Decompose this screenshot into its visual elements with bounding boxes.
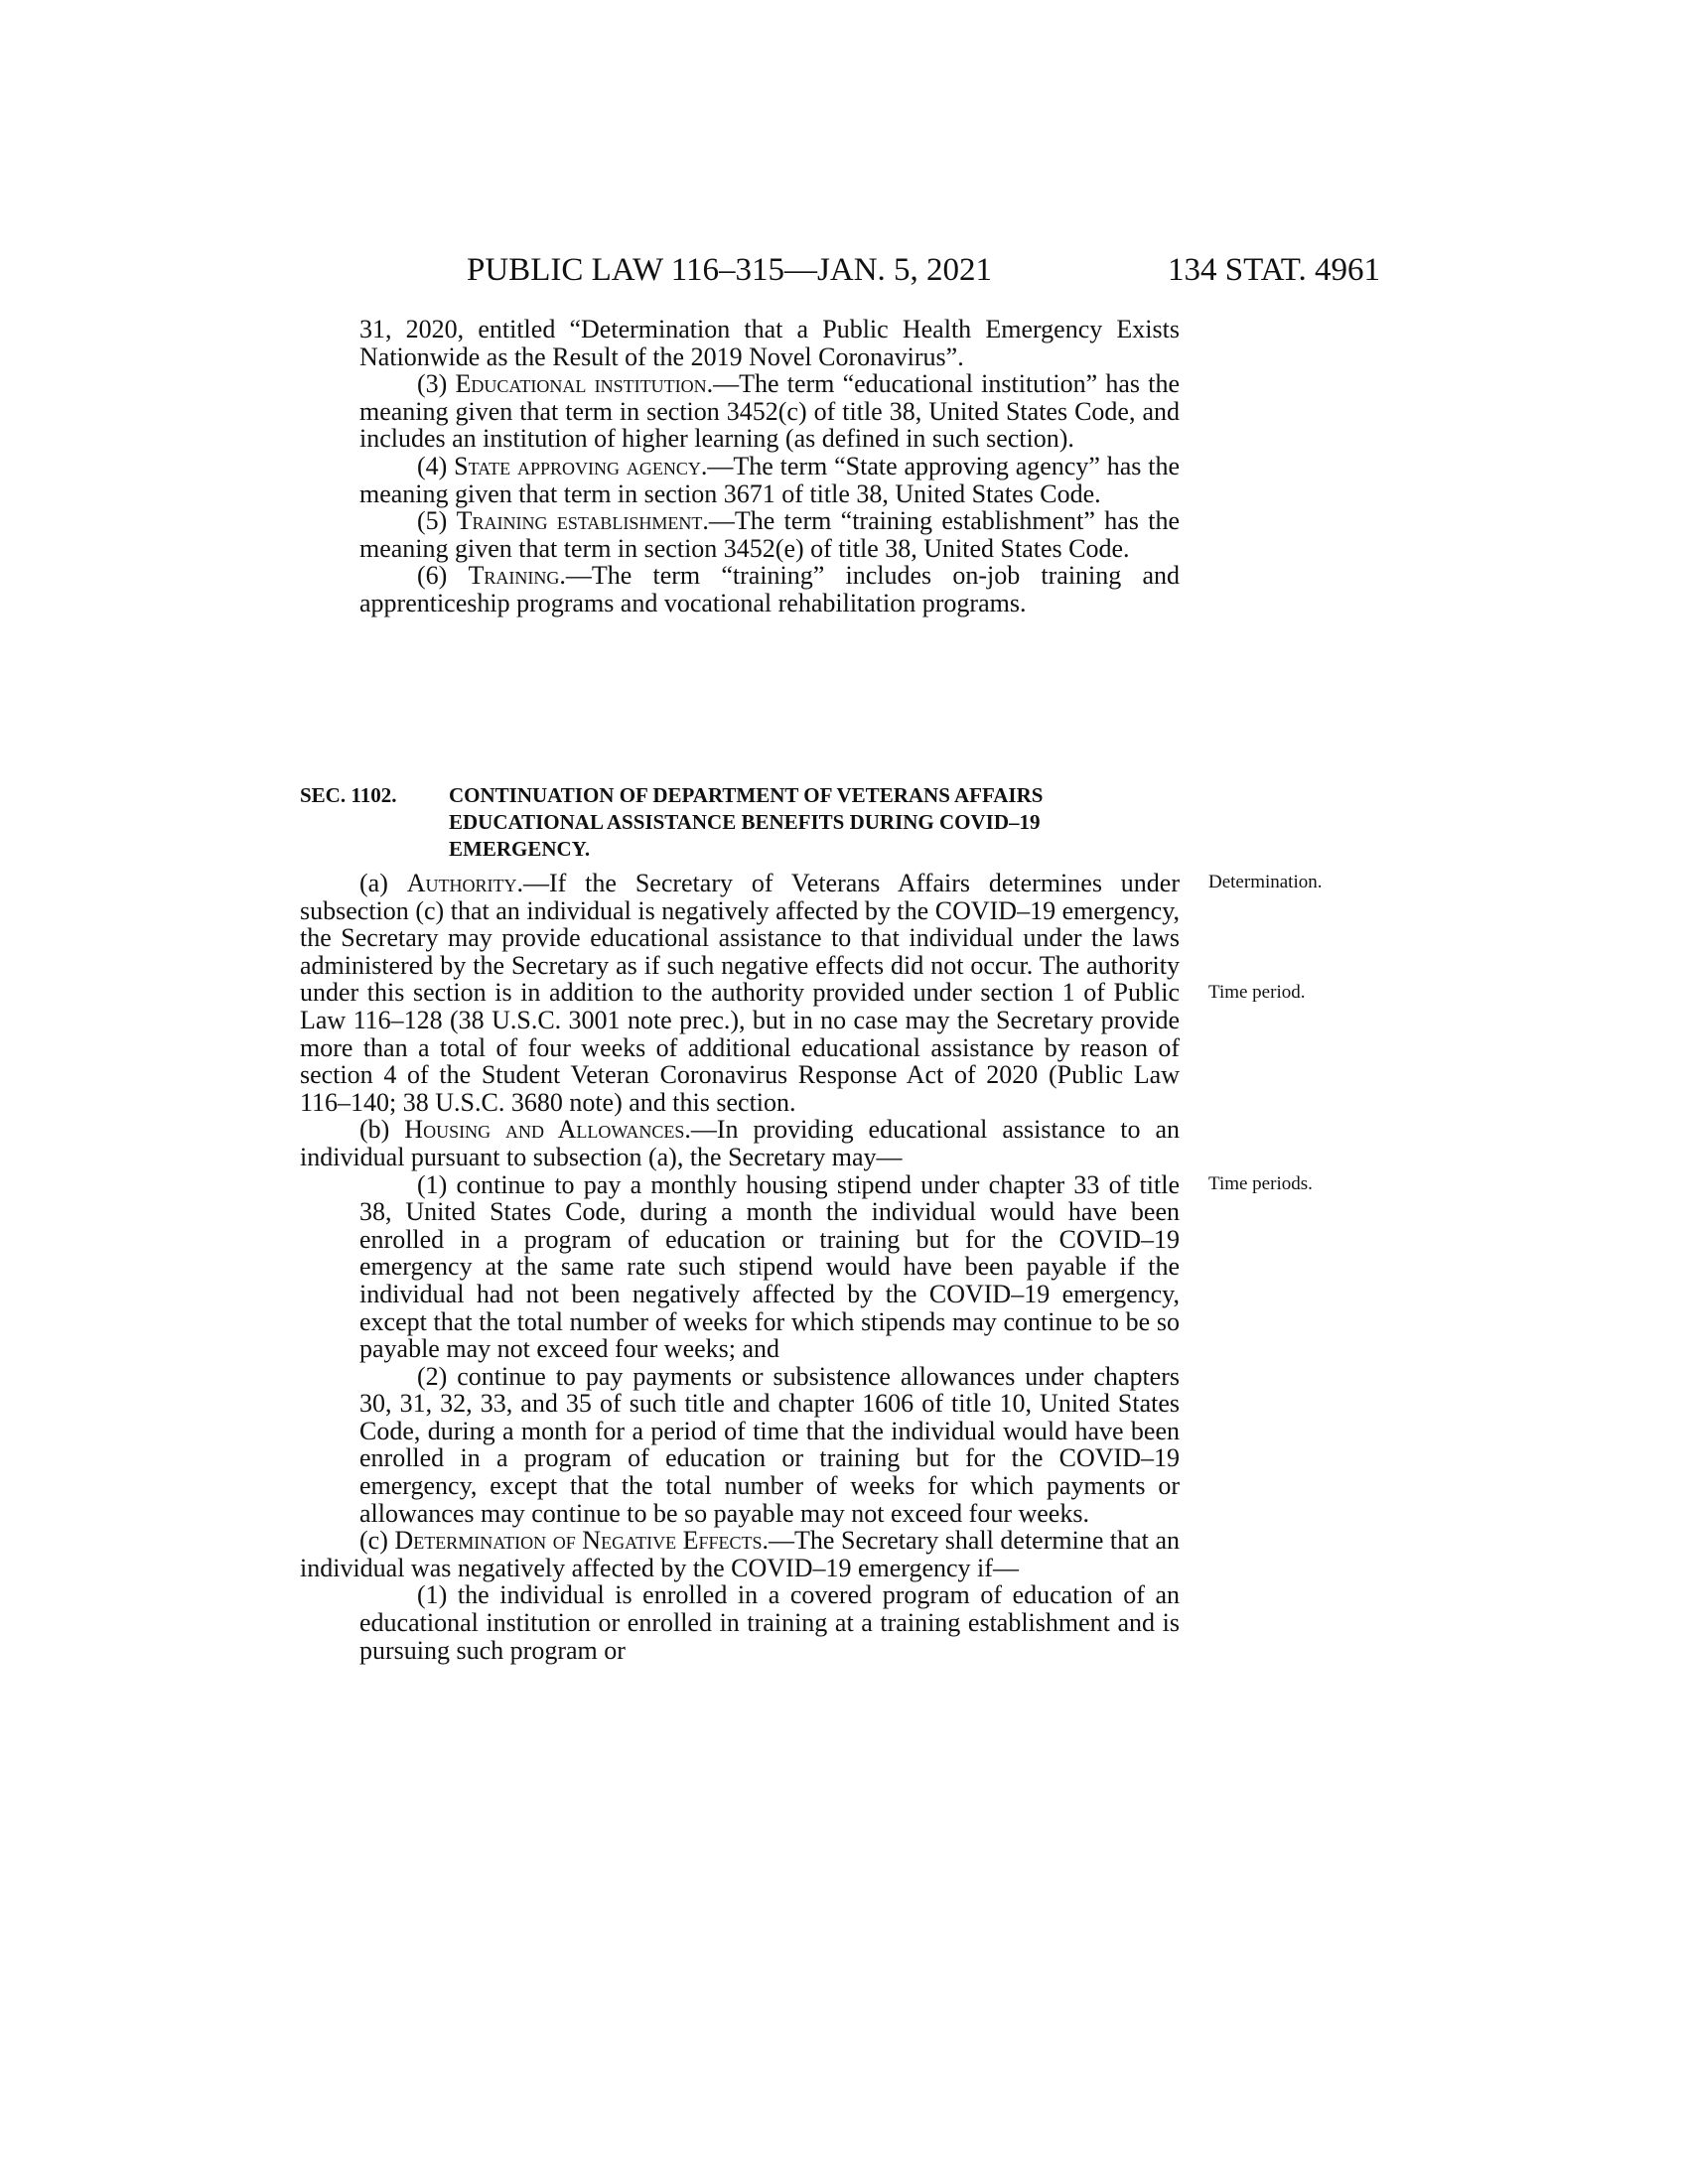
definition-body: —The term “training establishment” has the meaning given that term in section 3452(e) of title 38, United States Code. [359, 506, 1180, 563]
definition-number: (5) [417, 506, 457, 536]
definition-body: —The term “educational institution” has the meaning given that term in section 3452(c) of title 38, United States Code, and includes an institution of higher learning (as defined in such section). [359, 369, 1180, 454]
margin-note-time-period: Time period. [1208, 982, 1306, 1003]
subsection-heading: Determination of Negative Effects. [394, 1526, 770, 1556]
subsection-b [300, 1116, 1180, 1170]
definition-number: (6) [417, 561, 469, 591]
definition-heading: Training establishment. [456, 506, 709, 536]
definition-item-4 [300, 453, 1180, 507]
subsection-heading: Housing and Allowances. [404, 1115, 691, 1145]
definition-body: —The term “State approving agency” has the meaning given that term in section 3671 of title 38, United States Code. [359, 451, 1180, 508]
definition-heading: State approving agency. [454, 451, 708, 480]
margin-note-determination: Determination. [1208, 872, 1323, 892]
section-body [300, 870, 1180, 1664]
subsection-body: —In providing educational assistance to an individual pursuant to subsection (a), the Secretary may— [300, 1115, 1180, 1171]
subsection-label: (a) [359, 869, 407, 897]
definition-item-3 [300, 370, 1180, 453]
definition-item-5 [300, 507, 1180, 562]
subsection-label: (c) [359, 1526, 395, 1556]
header-title: PUBLIC LAW 116–315—JAN. 5, 2021 [467, 252, 993, 288]
definition-number: (3) [417, 369, 456, 399]
paragraph-b-1: (1) continue to pay a monthly housing stipend under chapter 33 of title 38, United States Code, during a month the individual would have been enrolled in a program of education or training but for the COVID–19 emergency at the same rate such stipend would have been payable if the individual had not been negatively affected by the COVID–19 emergency, except that the total number of weeks for which stipends may continue to be so payable may not exceed four weeks; and [359, 1169, 1180, 1364]
subsection-body: —The Secretary shall determine that an individual was negatively affected by the COVID–19 emergency if— [300, 1526, 1181, 1582]
subsection-label: (b) [359, 1115, 405, 1145]
subsection-heading: Authority. [406, 869, 523, 897]
definition-item-6 [300, 562, 1180, 616]
definition-heading: Training. [468, 561, 566, 591]
definition-number: (4) [417, 451, 455, 480]
paragraph-c-1: (1) the individual is enrolled in a covered program of education of an educational institution or enrolled in training at a training establishment and is pursuing such program or [359, 1580, 1180, 1665]
statute-page-number: 134 STAT. 4961 [1167, 252, 1380, 288]
section-title: CONTINUATION OF DEPARTMENT OF VETERANS AFFAIRS EDUCATIONAL ASSISTANCE BENEFITS DURING COVID–19 EMERGENCY. [449, 783, 1044, 861]
subsection-a [300, 870, 1180, 1116]
subsection-c [300, 1527, 1180, 1581]
section-number: SEC. 1102. [300, 783, 397, 807]
running-header [467, 250, 1380, 290]
paragraph-b-2: (2) continue to pay payments or subsistence allowances under chapters 30, 31, 32, 33, and 35 of such title and chapter 1606 of title 10, United States Code, during a month for a period of time that the individual would have been enrolled in a program of education or training but for the COVID–19 emergency, except that the total number of weeks for which payments or allowances may continue to be so payable may not exceed four weeks. [359, 1361, 1180, 1528]
section-heading [300, 782, 1180, 863]
subsection-body: —If the Secretary of Veterans Affairs determines under subsection (c) that an individual is negatively affected by the COVID–19 emergency, the Secretary may provide educational assistance to that individual under the laws administered by the Secretary as if such negative effects did not occur. The authority under this section is in addition to the authority provided under section 1 of Public Law 116–128 (38 U.S.C. 3001 note prec.), but in no case may the Secretary provide more than a total of four weeks of additional educational assistance by reason of section 4 of the Student Veteran Coronavirus Response Act of 2020 (Public Law 116–140; 38 U.S.C. 3680 note) and this section. [300, 869, 1181, 1117]
definition-body: —The term “training” includes on-job training and apprenticeship programs and vocational rehabilitation programs. [359, 561, 1180, 617]
definitions-block [300, 316, 1180, 617]
definition-heading: Educational institution. [455, 369, 714, 399]
margin-note-time-periods: Time periods. [1208, 1173, 1313, 1194]
definition-continuation: 31, 2020, entitled “Determination that a Public Health Emergency Exists Nationwide as the Result of the 2019 Novel Coronavirus”. [359, 315, 1180, 371]
